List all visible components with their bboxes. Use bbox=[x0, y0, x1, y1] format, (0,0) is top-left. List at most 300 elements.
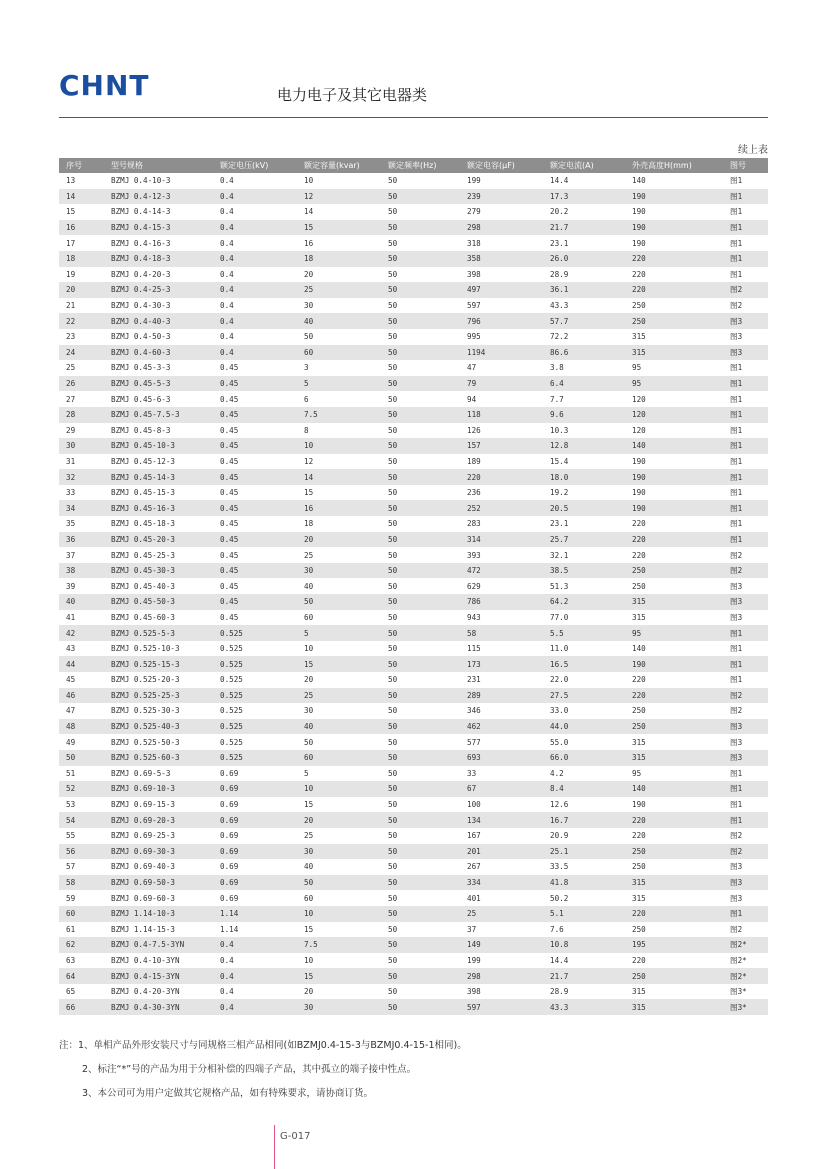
table-cell: 315 bbox=[632, 987, 646, 997]
table-cell: 图2 bbox=[723, 563, 768, 579]
table-cell: 0.45 bbox=[213, 532, 297, 548]
table-cell: 50 bbox=[388, 924, 398, 934]
table-cell: 66.0 bbox=[543, 750, 625, 766]
table-cell: 50 bbox=[388, 737, 398, 747]
table-cell: 50 bbox=[388, 644, 398, 654]
table-cell: 27.5 bbox=[543, 688, 625, 704]
table-cell: 0.45 bbox=[213, 469, 297, 485]
table-cell: 40 bbox=[59, 594, 104, 610]
table-cell: 50 bbox=[381, 875, 460, 891]
table-cell: 50 bbox=[388, 394, 398, 404]
table-cell: 94 bbox=[467, 394, 477, 404]
table-cell: 图3* bbox=[730, 987, 747, 997]
table-cell: 0.4 bbox=[213, 345, 297, 361]
table-cell: 50 bbox=[59, 750, 104, 766]
table-cell: 943 bbox=[467, 612, 481, 622]
table-cell: 23.1 bbox=[550, 238, 569, 248]
table-cell: BZMJ 0.4-25-3 bbox=[104, 282, 213, 298]
table-cell: 0.4 bbox=[213, 313, 297, 329]
table-cell: 220 bbox=[625, 812, 723, 828]
table-cell: 0.69 bbox=[213, 781, 297, 797]
table-cell: 50 bbox=[304, 737, 314, 747]
table-cell: 0.45 bbox=[213, 563, 297, 579]
table-cell: 236 bbox=[467, 488, 481, 498]
table-cell: 0.45 bbox=[213, 438, 297, 454]
table-cell: 图1 bbox=[723, 781, 768, 797]
table-cell: 50 bbox=[388, 238, 398, 248]
table-cell: 77.0 bbox=[550, 612, 569, 622]
table-cell: 318 bbox=[467, 238, 481, 248]
table-cell: 56 bbox=[59, 844, 104, 860]
table-cell: 0.45 bbox=[213, 594, 297, 610]
table-cell: 33.5 bbox=[550, 862, 569, 872]
table-cell: 279 bbox=[467, 207, 481, 217]
note-2: 2、标注“*”号的产品为用于分相补偿的四端子产品，其中孤立的端子接中性点。 bbox=[82, 1064, 417, 1075]
table-cell: 0.69 bbox=[220, 800, 239, 810]
table-cell: 0.4 bbox=[220, 238, 234, 248]
table-cell: 57.7 bbox=[543, 313, 625, 329]
table-row bbox=[59, 438, 768, 454]
table-cell: 图1 bbox=[723, 189, 768, 205]
table-cell: 190 bbox=[625, 469, 723, 485]
table-cell: 50 bbox=[388, 612, 398, 622]
table-cell: 15 bbox=[304, 488, 314, 498]
table-row bbox=[59, 235, 768, 251]
table-cell: 134 bbox=[460, 812, 543, 828]
table-cell: BZMJ 0.45-18-3 bbox=[111, 519, 176, 529]
table-row bbox=[59, 797, 768, 813]
table-cell: 0.45 bbox=[220, 519, 239, 529]
table-cell: 18 bbox=[304, 519, 314, 529]
column-header: 额定电压(kV) bbox=[213, 158, 297, 173]
table-cell: 50 bbox=[381, 812, 460, 828]
table-row bbox=[59, 267, 768, 283]
table-cell: 15 bbox=[297, 656, 381, 672]
table-cell: 图2 bbox=[730, 706, 743, 716]
table-cell: BZMJ 0.69-40-3 bbox=[111, 862, 176, 872]
table-cell: 18.0 bbox=[543, 469, 625, 485]
table-cell: 图3 bbox=[723, 719, 768, 735]
table-cell: 50 bbox=[381, 313, 460, 329]
table-cell: 60 bbox=[297, 750, 381, 766]
table-cell: 14.4 bbox=[550, 955, 569, 965]
table-cell: 50 bbox=[388, 332, 398, 342]
table-cell: BZMJ 0.69-50-3 bbox=[104, 875, 213, 891]
table-row bbox=[59, 345, 768, 361]
table-row bbox=[59, 500, 768, 516]
table-cell: 315 bbox=[632, 893, 646, 903]
table-cell: 358 bbox=[460, 251, 543, 267]
table-cell: 398 bbox=[467, 269, 481, 279]
table-cell: 25 bbox=[297, 688, 381, 704]
table-cell: 100 bbox=[467, 800, 481, 810]
table-cell: 201 bbox=[460, 844, 543, 860]
table-cell: 283 bbox=[467, 519, 481, 529]
table-row bbox=[59, 547, 768, 563]
column-header: 外壳高度H(mm) bbox=[625, 158, 723, 173]
table-cell: BZMJ 0.4-14-3 bbox=[111, 207, 171, 217]
table-cell: 79 bbox=[460, 376, 543, 392]
table-cell: 25 bbox=[304, 831, 314, 841]
table-cell: 40 bbox=[297, 313, 381, 329]
table-row bbox=[59, 812, 768, 828]
table-cell: 50 bbox=[381, 345, 460, 361]
table-cell: 199 bbox=[467, 955, 481, 965]
table-cell: 315 bbox=[625, 594, 723, 610]
table-cell: 50 bbox=[388, 800, 398, 810]
table-cell: 10 bbox=[297, 906, 381, 922]
table-cell: 7.5 bbox=[297, 407, 381, 423]
table-cell: 0.525 bbox=[213, 688, 297, 704]
table-row bbox=[59, 672, 768, 688]
table-cell: 图3 bbox=[723, 594, 768, 610]
table-cell: 0.4 bbox=[220, 955, 234, 965]
table-cell: 12 bbox=[304, 456, 314, 466]
table-cell: 15 bbox=[304, 800, 314, 810]
table-cell: 20 bbox=[297, 812, 381, 828]
table-row bbox=[59, 734, 768, 750]
table-cell: 64.2 bbox=[543, 594, 625, 610]
table-cell: 140 bbox=[625, 781, 723, 797]
table-cell: 42 bbox=[59, 625, 104, 641]
table-cell: 37 bbox=[467, 924, 477, 934]
table-cell: 图1 bbox=[730, 675, 743, 685]
table-cell: 50 bbox=[381, 906, 460, 922]
table-cell: 250 bbox=[632, 924, 646, 934]
table-cell: 45 bbox=[66, 675, 76, 685]
table-cell: 20.9 bbox=[550, 831, 569, 841]
table-cell: 0.4 bbox=[220, 207, 234, 217]
table-cell: BZMJ 0.525-30-3 bbox=[111, 706, 180, 716]
table-cell: 250 bbox=[625, 719, 723, 735]
table-cell: BZMJ 1.14-10-3 bbox=[104, 906, 213, 922]
table-cell: 95 bbox=[625, 376, 723, 392]
table-cell: 0.69 bbox=[220, 862, 239, 872]
table-row bbox=[59, 641, 768, 657]
table-cell: 48 bbox=[59, 719, 104, 735]
table-cell: BZMJ 0.45-20-3 bbox=[104, 532, 213, 548]
table-cell: 315 bbox=[625, 345, 723, 361]
table-row bbox=[59, 984, 768, 1000]
table-cell: 199 bbox=[467, 176, 481, 186]
table-cell: 67 bbox=[460, 781, 543, 797]
table-cell: 50 bbox=[388, 207, 398, 217]
table-cell: 250 bbox=[632, 581, 646, 591]
table-cell: BZMJ 0.45-8-3 bbox=[111, 425, 171, 435]
table-cell: 50 bbox=[388, 550, 398, 560]
table-cell: 190 bbox=[625, 500, 723, 516]
table-cell: BZMJ 0.45-10-3 bbox=[104, 438, 213, 454]
table-cell: 21.7 bbox=[543, 968, 625, 984]
table-row bbox=[59, 906, 768, 922]
table-cell: 23 bbox=[66, 332, 76, 342]
table-cell: 50 bbox=[381, 251, 460, 267]
table-cell: 62 bbox=[59, 937, 104, 953]
table-cell: 250 bbox=[625, 313, 723, 329]
table-row bbox=[59, 282, 768, 298]
table-cell: 34 bbox=[59, 500, 104, 516]
table-cell: 398 bbox=[467, 987, 481, 997]
table-cell: 50 bbox=[388, 488, 398, 498]
table-cell: 220 bbox=[632, 831, 646, 841]
table-cell: 26.0 bbox=[543, 251, 625, 267]
table-cell: 图1 bbox=[730, 488, 743, 498]
table-cell: 220 bbox=[625, 282, 723, 298]
table-cell: 15.4 bbox=[550, 456, 569, 466]
table-cell: 38 bbox=[59, 563, 104, 579]
table-cell: 239 bbox=[460, 189, 543, 205]
table-cell: 10.3 bbox=[550, 425, 569, 435]
table-cell: BZMJ 0.45-16-3 bbox=[104, 500, 213, 516]
table-cell: 30 bbox=[304, 301, 314, 311]
table-cell: 60 bbox=[304, 612, 314, 622]
table-cell: 140 bbox=[632, 644, 646, 654]
table-cell: BZMJ 0.4-10-3 bbox=[111, 176, 171, 186]
table-cell: 231 bbox=[467, 675, 481, 685]
table-cell: 252 bbox=[460, 500, 543, 516]
table-cell: 3.8 bbox=[550, 363, 564, 373]
table-cell: 60 bbox=[59, 906, 104, 922]
table-row bbox=[59, 360, 768, 376]
table-row bbox=[59, 625, 768, 641]
table-cell: 0.4 bbox=[220, 301, 234, 311]
table-cell: 55 bbox=[66, 831, 76, 841]
table-cell: 6 bbox=[304, 394, 309, 404]
table-cell: 图3 bbox=[723, 750, 768, 766]
table-cell: 图2* bbox=[730, 955, 747, 965]
table-cell: 图1 bbox=[730, 176, 743, 186]
table-cell: 40 bbox=[297, 719, 381, 735]
table-cell: 50 bbox=[388, 831, 398, 841]
table-cell: 7.6 bbox=[550, 924, 564, 934]
table-row bbox=[59, 781, 768, 797]
table-cell: 50 bbox=[388, 987, 398, 997]
column-header: 序号 bbox=[59, 158, 104, 173]
table-row bbox=[59, 937, 768, 953]
table-cell: 0.45 bbox=[220, 394, 239, 404]
table-cell: 220 bbox=[625, 906, 723, 922]
table-cell: 图2 bbox=[730, 924, 743, 934]
table-cell: BZMJ 0.45-50-3 bbox=[104, 594, 213, 610]
table-cell: 图1 bbox=[730, 394, 743, 404]
table-cell: 图1 bbox=[723, 656, 768, 672]
table-cell: 18 bbox=[59, 251, 104, 267]
table-row bbox=[59, 922, 768, 938]
table-cell: 41.8 bbox=[543, 875, 625, 891]
table-cell: 47 bbox=[66, 706, 76, 716]
table-cell: 50 bbox=[388, 768, 398, 778]
table-cell: 50 bbox=[297, 594, 381, 610]
table-cell: 10 bbox=[304, 176, 314, 186]
table-cell: 393 bbox=[467, 550, 481, 560]
table-cell: 50 bbox=[388, 706, 398, 716]
table-cell: BZMJ 0.45-12-3 bbox=[111, 456, 176, 466]
table-cell: 50 bbox=[381, 937, 460, 953]
table-cell: 25.1 bbox=[543, 844, 625, 860]
table-cell: 图2 bbox=[723, 844, 768, 860]
table-cell: 图3 bbox=[730, 862, 743, 872]
table-cell: 190 bbox=[625, 656, 723, 672]
table-cell: 995 bbox=[467, 332, 481, 342]
table-cell: 31 bbox=[66, 456, 76, 466]
table-cell: 23.1 bbox=[550, 519, 569, 529]
table-cell: 17.3 bbox=[543, 189, 625, 205]
table-cell: BZMJ 0.69-20-3 bbox=[104, 812, 213, 828]
table-cell: 315 bbox=[632, 332, 646, 342]
page-number: G-017 bbox=[280, 1131, 311, 1142]
table-cell: 16.5 bbox=[543, 656, 625, 672]
table-cell: 图1 bbox=[723, 438, 768, 454]
table-cell: 25.7 bbox=[543, 532, 625, 548]
table-cell: 1.14 bbox=[220, 924, 239, 934]
table-cell: 220 bbox=[632, 955, 646, 965]
column-header: 型号规格 bbox=[104, 158, 213, 173]
table-cell: 11.0 bbox=[550, 644, 569, 654]
table-cell: 157 bbox=[460, 438, 543, 454]
table-cell: BZMJ 0.4-30-3 bbox=[111, 301, 171, 311]
table-cell: 28.9 bbox=[550, 269, 569, 279]
table-cell: 40 bbox=[304, 862, 314, 872]
table-cell: 图2 bbox=[730, 301, 743, 311]
table-cell: 0.45 bbox=[220, 363, 239, 373]
table-cell: 15 bbox=[304, 924, 314, 934]
table-cell: 图3 bbox=[730, 893, 743, 903]
table-cell: 0.45 bbox=[213, 376, 297, 392]
table-cell: 15 bbox=[297, 220, 381, 236]
table-cell: BZMJ 0.4-30-3YN bbox=[104, 999, 213, 1015]
table-cell: BZMJ 0.45-3-3 bbox=[111, 363, 171, 373]
table-cell: 50 bbox=[381, 220, 460, 236]
table-cell: 0.45 bbox=[213, 500, 297, 516]
table-cell: 149 bbox=[460, 937, 543, 953]
table-cell: 36 bbox=[59, 532, 104, 548]
table-cell: 10 bbox=[304, 955, 314, 965]
table-row bbox=[59, 329, 768, 345]
table-cell: 0.4 bbox=[220, 176, 234, 186]
table-cell: 25 bbox=[297, 282, 381, 298]
table-cell: 50 bbox=[381, 688, 460, 704]
table-cell: 1.14 bbox=[213, 906, 297, 922]
table-cell: 0.69 bbox=[213, 812, 297, 828]
table-cell: 0.45 bbox=[220, 581, 239, 591]
table-cell: 图2 bbox=[730, 550, 743, 560]
table-cell: 图1 bbox=[723, 812, 768, 828]
table-cell: 190 bbox=[632, 238, 646, 248]
table-cell: 10 bbox=[304, 644, 314, 654]
spec-table bbox=[59, 158, 768, 1015]
table-row bbox=[59, 516, 768, 532]
table-cell: 189 bbox=[467, 456, 481, 466]
table-cell: 47 bbox=[467, 363, 477, 373]
table-cell: 图1 bbox=[723, 251, 768, 267]
table-cell: 40 bbox=[304, 581, 314, 591]
table-cell: BZMJ 0.69-10-3 bbox=[104, 781, 213, 797]
table-cell: 5.1 bbox=[543, 906, 625, 922]
table-row bbox=[59, 423, 768, 439]
table-cell: 50 bbox=[297, 875, 381, 891]
table-cell: BZMJ 0.525-15-3 bbox=[104, 656, 213, 672]
table-cell: BZMJ 0.69-5-3 bbox=[111, 768, 171, 778]
table-row bbox=[59, 890, 768, 906]
header-divider bbox=[59, 117, 768, 118]
table-cell: 250 bbox=[625, 563, 723, 579]
table-cell: 图1 bbox=[730, 644, 743, 654]
table-cell: 50 bbox=[388, 519, 398, 529]
table-row bbox=[59, 859, 768, 875]
table-row bbox=[59, 204, 768, 220]
table-cell: 50 bbox=[388, 176, 398, 186]
table-row bbox=[59, 578, 768, 594]
table-cell: 140 bbox=[632, 176, 646, 186]
table-cell: 63 bbox=[66, 955, 76, 965]
table-cell: 33 bbox=[467, 768, 477, 778]
table-row bbox=[59, 968, 768, 984]
table-row bbox=[59, 875, 768, 891]
table-cell: 图1 bbox=[730, 269, 743, 279]
table-cell: 50 bbox=[388, 456, 398, 466]
table-cell: 29 bbox=[66, 425, 76, 435]
table-cell: 33 bbox=[66, 488, 76, 498]
table-cell: 50 bbox=[381, 719, 460, 735]
table-cell: 50 bbox=[388, 425, 398, 435]
table-cell: 72.2 bbox=[550, 332, 569, 342]
table-cell: 53 bbox=[66, 800, 76, 810]
table-cell: 32.1 bbox=[550, 550, 569, 560]
table-cell: 图3 bbox=[730, 332, 743, 342]
table-cell: 16 bbox=[297, 500, 381, 516]
table-cell: 图1 bbox=[723, 532, 768, 548]
table-cell: 0.69 bbox=[220, 893, 239, 903]
table-cell: BZMJ 0.45-14-3 bbox=[104, 469, 213, 485]
table-row bbox=[59, 828, 768, 844]
table-cell: 50 bbox=[388, 675, 398, 685]
table-cell: BZMJ 0.4-7.5-3YN bbox=[104, 937, 213, 953]
table-cell: 50 bbox=[381, 844, 460, 860]
table-cell: 51.3 bbox=[550, 581, 569, 591]
table-cell: 250 bbox=[632, 862, 646, 872]
table-cell: 57 bbox=[66, 862, 76, 872]
table-header-row bbox=[59, 158, 768, 173]
table-row bbox=[59, 532, 768, 548]
table-cell: 0.525 bbox=[220, 706, 243, 716]
table-cell: 50 bbox=[381, 407, 460, 423]
table-cell: 52 bbox=[59, 781, 104, 797]
table-cell: 4.2 bbox=[550, 768, 564, 778]
table-cell: 7.5 bbox=[297, 937, 381, 953]
table-cell: 25 bbox=[460, 906, 543, 922]
table-cell: 66 bbox=[59, 999, 104, 1015]
table-cell: 0.4 bbox=[213, 220, 297, 236]
table-row bbox=[59, 953, 768, 969]
table-cell: 46 bbox=[59, 688, 104, 704]
page-title: 电力电子及其它电器类 bbox=[277, 86, 428, 104]
table-cell: 315 bbox=[632, 737, 646, 747]
table-cell: 0.69 bbox=[220, 768, 239, 778]
table-cell: 0.4 bbox=[220, 332, 234, 342]
table-cell: 13 bbox=[66, 176, 76, 186]
table-cell: 22 bbox=[59, 313, 104, 329]
table-cell: 3 bbox=[304, 363, 309, 373]
table-cell: 220 bbox=[625, 688, 723, 704]
table-cell: 54 bbox=[59, 812, 104, 828]
table-cell: 0.45 bbox=[213, 407, 297, 423]
table-cell: 0.525 bbox=[220, 675, 243, 685]
table-cell: 50 bbox=[388, 581, 398, 591]
table-cell: 43 bbox=[66, 644, 76, 654]
table-cell: BZMJ 0.525-10-3 bbox=[111, 644, 180, 654]
table-cell: 334 bbox=[460, 875, 543, 891]
table-cell: 5 bbox=[297, 625, 381, 641]
